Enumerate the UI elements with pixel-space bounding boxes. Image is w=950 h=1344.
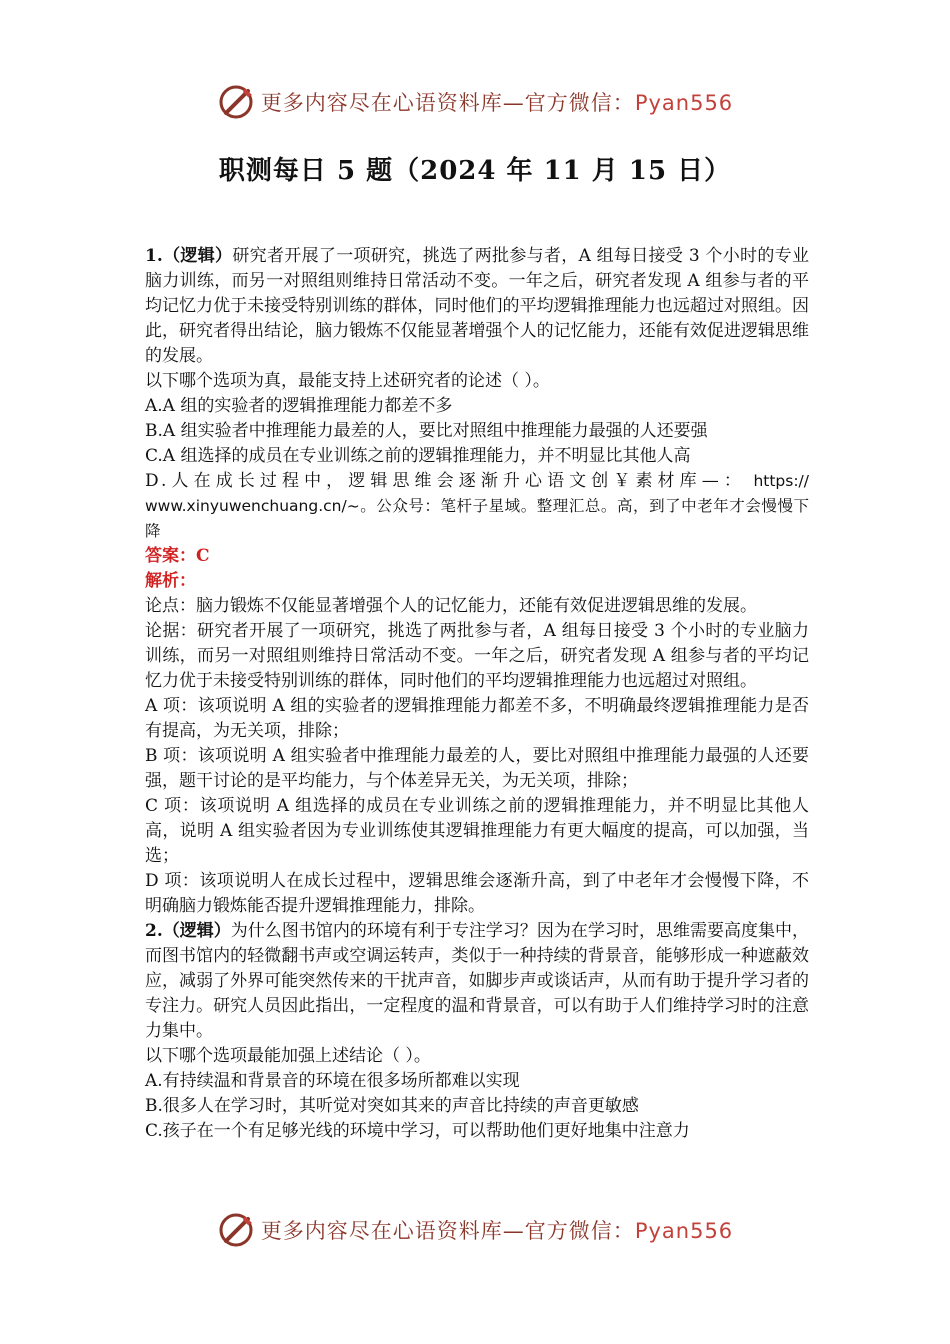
q1-analysis-argument: 论点：脑力锻炼不仅能显著增强个人的记忆能力，还能有效促进逻辑思维的发展。	[145, 596, 757, 616]
q1-answer: 答案：C	[145, 546, 210, 566]
header-banner	[0, 80, 950, 124]
q1-analysis-b: B 项：该项说明 A 组实验者中推理能力最差的人，要比对照组中推理能力最强的人还要强，题干讨论的是平均能力，与个体差异无关，为无关项，排除；	[145, 746, 809, 791]
q1-stem: 1.（逻辑）研究者开展了一项研究，挑选了两批参与者，A 组每日接受 3 个小时的专业脑力训练，而另一对照组则维持日常活动不变。一年之后，研究者发现 A 组参与者的平均记忆力优于未接受特别训练的群体，同时他们的平均逻辑推理能力也远超过对照组。因此，研究者得出结论，脑力锻炼不仅能显著增强个人的记忆能力，还能有效促进逻辑思维的发展。	[145, 246, 809, 366]
q2-stem: 2.（逻辑）为什么图书馆内的环境有利于专注学习？因为在学习时，思维需要高度集中，而图书馆内的轻微翻书声或空调运转声，类似于一种持续的背景音，能够形成一种遮蔽效应，减弱了外界可能突然传来的干扰声音，如脚步声或谈话声，从而有助于提升学习者的专注力。研究人员因此指出，一定程度的温和背景音，可以有助于人们维持学习时的注意力集中。	[145, 921, 810, 1041]
banner-text: 更多内容尽在心语资料库—官方微信：Pyan556	[260, 91, 734, 115]
q1-analysis-c: C 项：该项说明 A 组选择的成员在专业训练之前的逻辑推理能力，并不明显比其他人高，说明 A 组实验者因为专业训练使其逻辑推理能力有更大幅度的提高，可以加强，当选；	[145, 796, 809, 866]
pen-logo-icon	[217, 82, 257, 122]
q1-option-a: A.A 组的实验者的逻辑推理能力都差不多	[145, 396, 453, 416]
q1-analysis-d: D 项：该项说明人在成长过程中，逻辑思维会逐渐升高，到了中老年才会慢慢下降，不明确脑力锻炼能否提升逻辑推理能力，排除。	[145, 871, 809, 916]
q1-option-c: C.A 组选择的成员在专业训练之前的逻辑推理能力，并不明显比其他人高	[145, 446, 691, 466]
banner-text: 更多内容尽在心语资料库—官方微信：Pyan556	[260, 1219, 734, 1243]
q2-option-c: C.孩子在一个有足够光线的环境中学习，可以帮助他们更好地集中注意力	[145, 1121, 690, 1141]
q1-option-b: B.A 组实验者中推理能力最差的人，要比对照组中推理能力最强的人还要强	[145, 421, 708, 441]
q1-question: 以下哪个选项为真，最能支持上述研究者的论述（ ）。	[145, 371, 550, 391]
q1-analysis-a: A 项：该项说明 A 组的实验者的逻辑推理能力都差不多，不明确最终逻辑推理能力是否有提高，为无关项，排除；	[145, 696, 809, 741]
q2-option-b: B.很多人在学习时，其听觉对突如其来的声音比持续的声音更敏感	[145, 1096, 639, 1116]
footer-banner	[0, 1208, 950, 1252]
q1-option-d: D.人在成长过程中，逻辑思维会逐渐升心语文创￥素材库—： https:// www.xinyuwenchuang.cn/~。公众号：笔杆子星域。整理汇总。高，到了中老年才会慢慢下降	[145, 471, 809, 540]
q2-question: 以下哪个选项最能加强上述结论（ ）。	[145, 1046, 431, 1066]
pen-logo-icon	[217, 1210, 257, 1250]
document-body	[145, 244, 809, 1144]
page-title: 职测每日 5 题（2024 年 11 月 15 日）	[218, 156, 732, 186]
q1-analysis-label: 解析：	[145, 571, 196, 591]
q2-option-a: A.有持续温和背景音的环境在很多场所都难以实现	[145, 1071, 520, 1091]
q1-analysis-evidence: 论据：研究者开展了一项研究，挑选了两批参与者，A 组每日接受 3 个小时的专业脑力训练，而另一对照组则维持日常活动不变。一年之后，研究者发现 A 组参与者的平均记忆力优于未接受特别训练的群体，同时他们的平均逻辑推理能力也远超过对照组。	[145, 621, 809, 691]
